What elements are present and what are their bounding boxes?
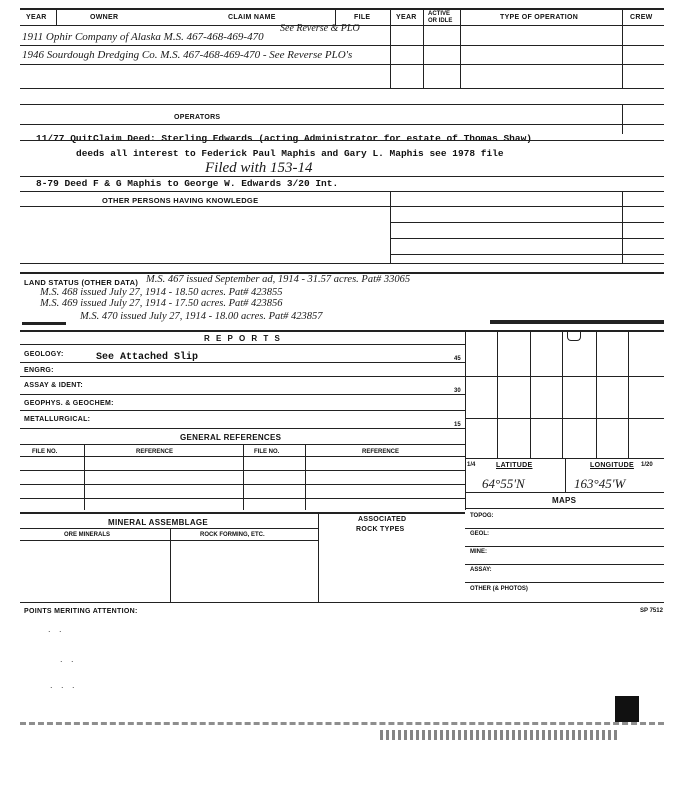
maps-topog: TOPOG: (470, 513, 494, 519)
reports-num-30: 30 (454, 388, 461, 394)
maps-other: OTHER (& PHOTOS) (470, 586, 528, 592)
header-year2: YEAR (396, 14, 417, 21)
reports-title: R E P O R T S (204, 334, 282, 343)
owner-row1-note: See Reverse & PLO (280, 23, 360, 34)
gr-reference-1: REFERENCE (136, 449, 174, 455)
mineral-assemblage-title: MINERAL ASSEMBLAGE (108, 518, 209, 527)
general-references-title: GENERAL REFERENCES (180, 433, 282, 442)
reports-assay-label: ASSAY & IDENT: (24, 382, 84, 389)
operators-line2: deeds all interest to Federick Paul Maphis and Gary L. Maphis see 1978 file (76, 148, 504, 159)
header-active-idle: ACTIVE OR IDLE (428, 11, 453, 24)
reports-geophys-label: GEOPHYS. & GEOCHEM: (24, 400, 114, 407)
operators-title: OPERATORS (174, 114, 221, 121)
header-year: YEAR (26, 14, 47, 21)
scan-mark (615, 696, 639, 722)
owner-row1: 1911 Ophir Company of Alaska M.S. 467-468-469-470 (22, 31, 264, 43)
header-file: FILE (354, 14, 371, 21)
associated-label: ASSOCIATED (358, 516, 407, 523)
owner-row2: 1946 Sourdough Dredging Co. M.S. 467-468-469-470 - See Reverse PLO's (22, 49, 353, 61)
land-status-line3: M.S. 469 issued July 27, 1914 - 17.50 acres. Pat# 423856 (40, 298, 283, 309)
header-owner: OWNER (90, 14, 119, 21)
lat-prefix: 1/4 (467, 462, 476, 468)
gr-file-no-1: FILE NO. (32, 449, 58, 455)
rock-types-label: ROCK TYPES (356, 526, 405, 533)
latitude-value: 64°55'N (482, 476, 525, 491)
header-type-of-operation: TYPE OF OPERATION (500, 14, 579, 21)
rock-forming-label: ROCK FORMING, ETC. (200, 532, 265, 538)
land-status-line1: M.S. 467 issued September ad, 1914 - 31.57 acres. Pat# 33065 (146, 274, 411, 285)
ore-minerals-label: ORE MINERALS (64, 532, 111, 538)
maps-mine: MINE: (470, 549, 487, 555)
header-crew: CREW (630, 14, 653, 21)
maps-assay: ASSAY: (470, 567, 492, 573)
maps-geol: GEOL: (470, 531, 489, 537)
land-status-line4: M.S. 470 issued July 27, 1914 - 18.00 acres. Pat# 423857 (80, 311, 323, 322)
form-number: SP 7512 (640, 608, 663, 614)
operators-line3: Filed with 153-14 (205, 160, 313, 176)
points-meriting-attention: POINTS MERITING ATTENTION: (24, 608, 138, 615)
header-claim-name: CLAIM NAME (228, 14, 276, 21)
reports-num-45: 45 (454, 356, 461, 362)
land-status-line2: M.S. 468 issued July 27, 1914 - 18.50 acres. Pat# 423855 (40, 287, 283, 298)
latitude-label: LATITUDE (496, 462, 533, 469)
longitude-label: LONGITUDE (590, 462, 634, 469)
reports-engrg-label: ENGRG: (24, 367, 54, 374)
reports-geology-value: See Attached Slip (96, 352, 199, 363)
long-suffix: 1/20 (641, 462, 653, 468)
longitude-value: 163°45'W (574, 476, 626, 491)
reports-geology-label: GEOLOGY: (24, 351, 64, 358)
reports-num-15: 15 (454, 422, 461, 428)
operators-line1: 11/77 QuitClaim Deed: Sterling Edwards (acting Administrator for estate of Thomas Shaw) (36, 133, 532, 144)
operators-line4: 8-79 Deed F & G Maphis to George W. Edwards 3/20 Int. (36, 178, 339, 189)
reports-metallurgical-label: METALLURGICAL: (24, 416, 91, 423)
other-persons-title: OTHER PERSONS HAVING KNOWLEDGE (102, 196, 259, 205)
maps-title: MAPS (552, 496, 577, 505)
land-status-label: LAND STATUS (OTHER DATA) (24, 278, 139, 287)
gr-reference-2: REFERENCE (362, 449, 400, 455)
gr-file-no-2: FILE NO. (254, 449, 280, 455)
